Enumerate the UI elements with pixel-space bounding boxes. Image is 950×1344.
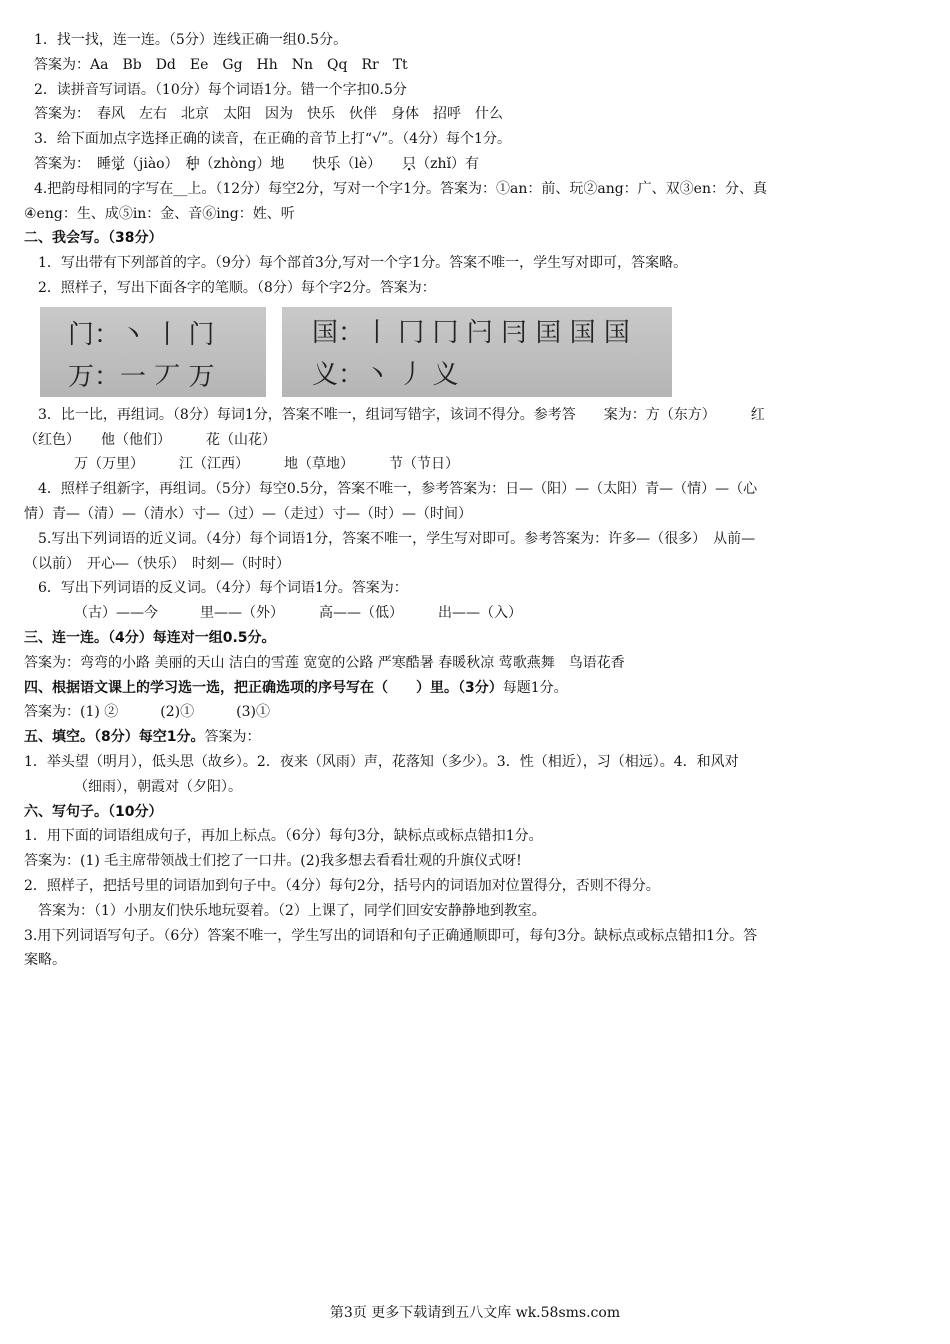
s1-a2: 答案为： 春风 左右 北京 太阳 因为 快乐 伙伴 身体 招呼 什么 <box>34 106 503 123</box>
page-footer <box>0 1302 950 1322</box>
s5-answer-line1: 1．举头望（明月），低头思（故乡）。2．夜来（风雨）声，花落知（多少）。3．性（相近），习（相远）。4．和风对 <box>24 753 739 770</box>
s1-a3-pinyin-3: （lè） <box>340 155 403 172</box>
s6-q3-line2: 案略。 <box>24 952 66 969</box>
img1-row1: 门：丶 丨 门 <box>68 319 215 350</box>
s2-q3-line3: 万（万里） 江（江西） 地（草地） 节（节日） <box>74 456 459 473</box>
s1-a3-pinyin-4: （zhǐ）有 <box>416 155 480 172</box>
footer-site-link[interactable]: wk.58sms.com <box>515 1305 621 1321</box>
s2-q3-line1: 3．比一比，再组词。（8分）每词1分，答案不唯一，组词写错字，该词不得分。参考答 案为：方（东方） 红 <box>38 406 765 423</box>
s5-title: 五、填空。（8分）每空1分。 <box>24 729 205 746</box>
s2-q5-line2: （以前） 开心—（快乐） 时刻—（时时） <box>24 555 290 572</box>
stroke-photo-right <box>282 307 672 397</box>
s6-a2: 答案为：（1）小朋友们快乐地玩耍着。（2）上课了，同学们回安安静静地到教室。 <box>38 902 546 919</box>
s6-q2: 2．照样子，把括号里的词语加到句子中。（4分）每句2分，括号内的词语加对位置得分，否则不得分。 <box>24 877 660 894</box>
s6-title: 六、写句子。（10分） <box>24 803 163 820</box>
stroke-order-images <box>24 307 928 401</box>
s5-title-tail: 答案为： <box>204 729 261 746</box>
s2-title: 二、我会写。（38分） <box>24 230 163 247</box>
s1-a1: 答案为：Aa Bb Dd Ee Gg Hh Nn Qq Rr Tt <box>34 56 408 73</box>
s1-q1: 1．找一找，连一连。（5分）连线正确一组0.5分。 <box>34 32 348 48</box>
dotted-char-2: 种 <box>185 155 200 172</box>
img2-row2: 义：丶 丿 义 <box>312 359 459 390</box>
s2-q3-line2: （红色） 他（他们） 花（山花） <box>24 431 276 448</box>
dotted-char-1: 觉 <box>111 155 125 172</box>
s2-q2: 2．照样子，写出下面各字的笔顺。（8分）每个字2分。答案为： <box>38 279 436 296</box>
s2-q4-line1: 4．照样子组新字，再组词。（5分）每空0.5分，答案不唯一，参考答案为：日—（阳）—（太阳）青—（情）—（心 <box>38 481 758 498</box>
s3-answer: 答案为：弯弯的小路 美丽的天山 洁白的雪莲 宽宽的公路 严寒酷暑 春暖秋凉 莺歌燕舞 鸟语花香 <box>24 654 625 671</box>
s4-title-line <box>24 676 928 701</box>
s6-q1: 1．用下面的词语组成句子，再加上标点。（6分）每句3分，缺标点或标点错扣1分。 <box>24 828 543 845</box>
s2-q6-answer: （古）——今 里——（外） 高——（低） 出——（入） <box>74 605 522 622</box>
s2-q6: 6．写出下列词语的反义词。（4分）每个词语1分。答案为： <box>38 580 408 597</box>
s5-answer-line2: （细雨），朝霞对（夕阳）。 <box>74 778 242 795</box>
s1-q4-line1: 4.把韵母相同的字写在__上。（12分）每空2分，写对一个字1分。答案为：①an：前、玩②ang：广、双③en：分、真 <box>34 180 767 197</box>
img1-row2: 万：一 丆 万 <box>68 361 215 392</box>
s2-q1: 1．写出带有下列部首的字。（9分）每个部首3分,写对一个字1分。答案不唯一，学生写对即可，答案略。 <box>38 255 688 272</box>
handwriting-right-svg <box>282 307 672 397</box>
s6-q3-line1: 3.用下列词语写句子。（6分）答案不唯一，学生写出的词语和句子正确通顺即可，每句3分。缺标点或标点错扣1分。答 <box>24 927 758 944</box>
s4-title: 四、根据语文课上的学习选一选，把正确选项的序号写在（ ）里。（3分） <box>24 679 503 696</box>
dotted-char-4: 只 <box>402 155 417 172</box>
s2-q4-line2: 情）青—（清）—（清水）寸—（过）—（走过）寸—（时）—（时间） <box>24 505 472 522</box>
stroke-photo-left <box>40 307 266 397</box>
s2-q5-line1: 5.写出下列词语的近义词。（4分）每个词语1分，答案不唯一，学生写对即可。参考答案为：许多—（很多） 从前— <box>38 530 756 547</box>
s1-a3 <box>24 152 928 177</box>
s1-q4-line2: ④eng：生、成⑤in：金、音⑥ing：姓、听 <box>24 205 295 222</box>
s1-q2: 2．读拼音写词语。（10分）每个词语1分。错一个字扣0.5分 <box>34 81 407 98</box>
s3-title: 三、连一连。（4分）每连对一组0.5分。 <box>24 629 276 646</box>
s1-a3-pinyin-2: （zhòng）地 快 <box>199 155 327 172</box>
answer-page <box>24 28 928 973</box>
s4-answer: 答案为：(1) ② (2)① (3)① <box>24 704 270 721</box>
img2-row1: 国：丨 冂 冂 闩 冃 囯 国 国 <box>312 317 630 348</box>
s6-a1: 答案为：(1) 毛主席带领战士们挖了一口井。(2)我多想去看看壮观的升旗仪式呀! <box>24 853 522 870</box>
s5-title-line <box>24 725 928 750</box>
s4-title-tail: 每题1分。 <box>502 679 568 696</box>
s1-a3-prefix: 答案为： 睡 <box>34 155 111 172</box>
s1-q3: 3．给下面加点字选择正确的读音，在正确的音节上打“√”。（4分）每个1分。 <box>34 131 511 148</box>
s1-a3-pinyin-1: （jiào） <box>125 155 186 172</box>
footer-text: 第3页 更多下载请到五八文库 <box>329 1305 512 1321</box>
handwriting-left-svg <box>40 307 266 397</box>
dotted-char-3: 乐 <box>326 155 341 172</box>
